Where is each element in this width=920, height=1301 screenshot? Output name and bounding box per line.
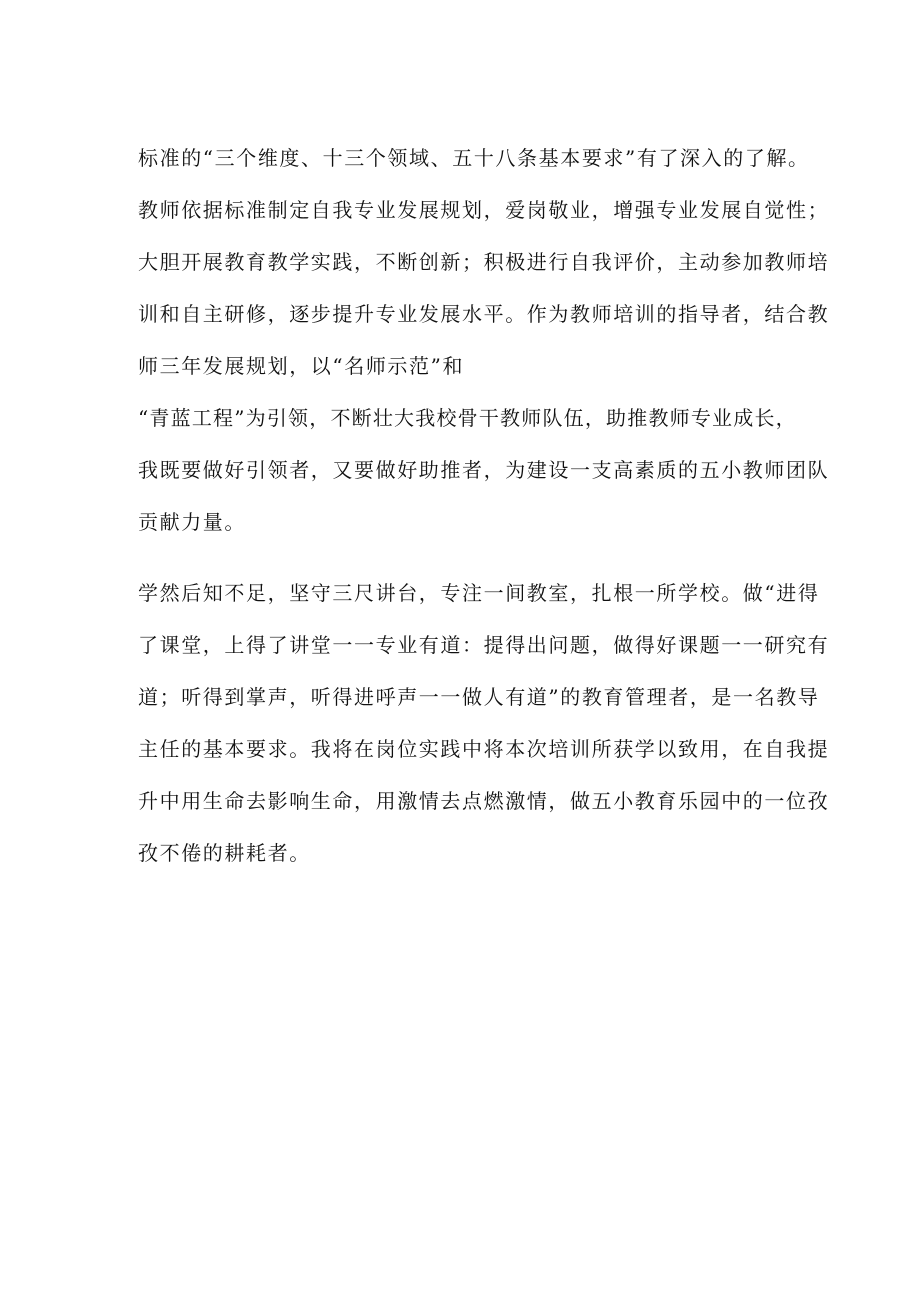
text-line: 了课堂，上得了讲堂一一专业有道：提得出问题，做得好课题一一研究有 — [138, 633, 830, 657]
paragraph-commitment — [138, 567, 830, 879]
text-line: 我既要做好引领者，又要做好助推者，为建设一支高素质的五小教师团队 — [138, 458, 830, 482]
text-line: 师三年发展规划，以“名师示范”和 — [138, 354, 465, 378]
text-line: “青蓝工程”为引领，不断壮大我校骨干教师队伍，助推教师专业成长， — [138, 406, 797, 430]
text-line: 升中用生命去影响生命，用激情去点燃激情，做五小教育乐园中的一位孜 — [138, 789, 830, 813]
text-line: 贡献力量。 — [138, 510, 246, 534]
text-line: 大胆开展教育教学实践，不断创新；积极进行自我评价，主动参加教师培 — [138, 250, 830, 274]
text-line: 标准的“三个维度、十三个领域、五十八条基本要求”有了深入的了解。 — [138, 146, 810, 170]
text-line: 训和自主研修，逐步提升专业发展水平。作为教师培训的指导者，结合教 — [138, 302, 830, 326]
text-line: 主任的基本要求。我将在岗位实践中将本次培训所获学以致用，在自我提 — [138, 737, 830, 761]
text-line: 道；听得到掌声，听得进呼声一一做人有道”的教育管理者，是一名教导 — [138, 685, 820, 709]
paragraph-training-reflection — [138, 132, 830, 548]
text-line: 学然后知不足，坚守三尺讲台，专注一间教室，扎根一所学校。做“进得 — [138, 581, 820, 605]
text-line: 教师依据标准制定自我专业发展规划，爱岗敬业，增强专业发展自觉性； — [138, 198, 830, 222]
text-line: 孜不倦的耕耗者。 — [138, 841, 311, 865]
